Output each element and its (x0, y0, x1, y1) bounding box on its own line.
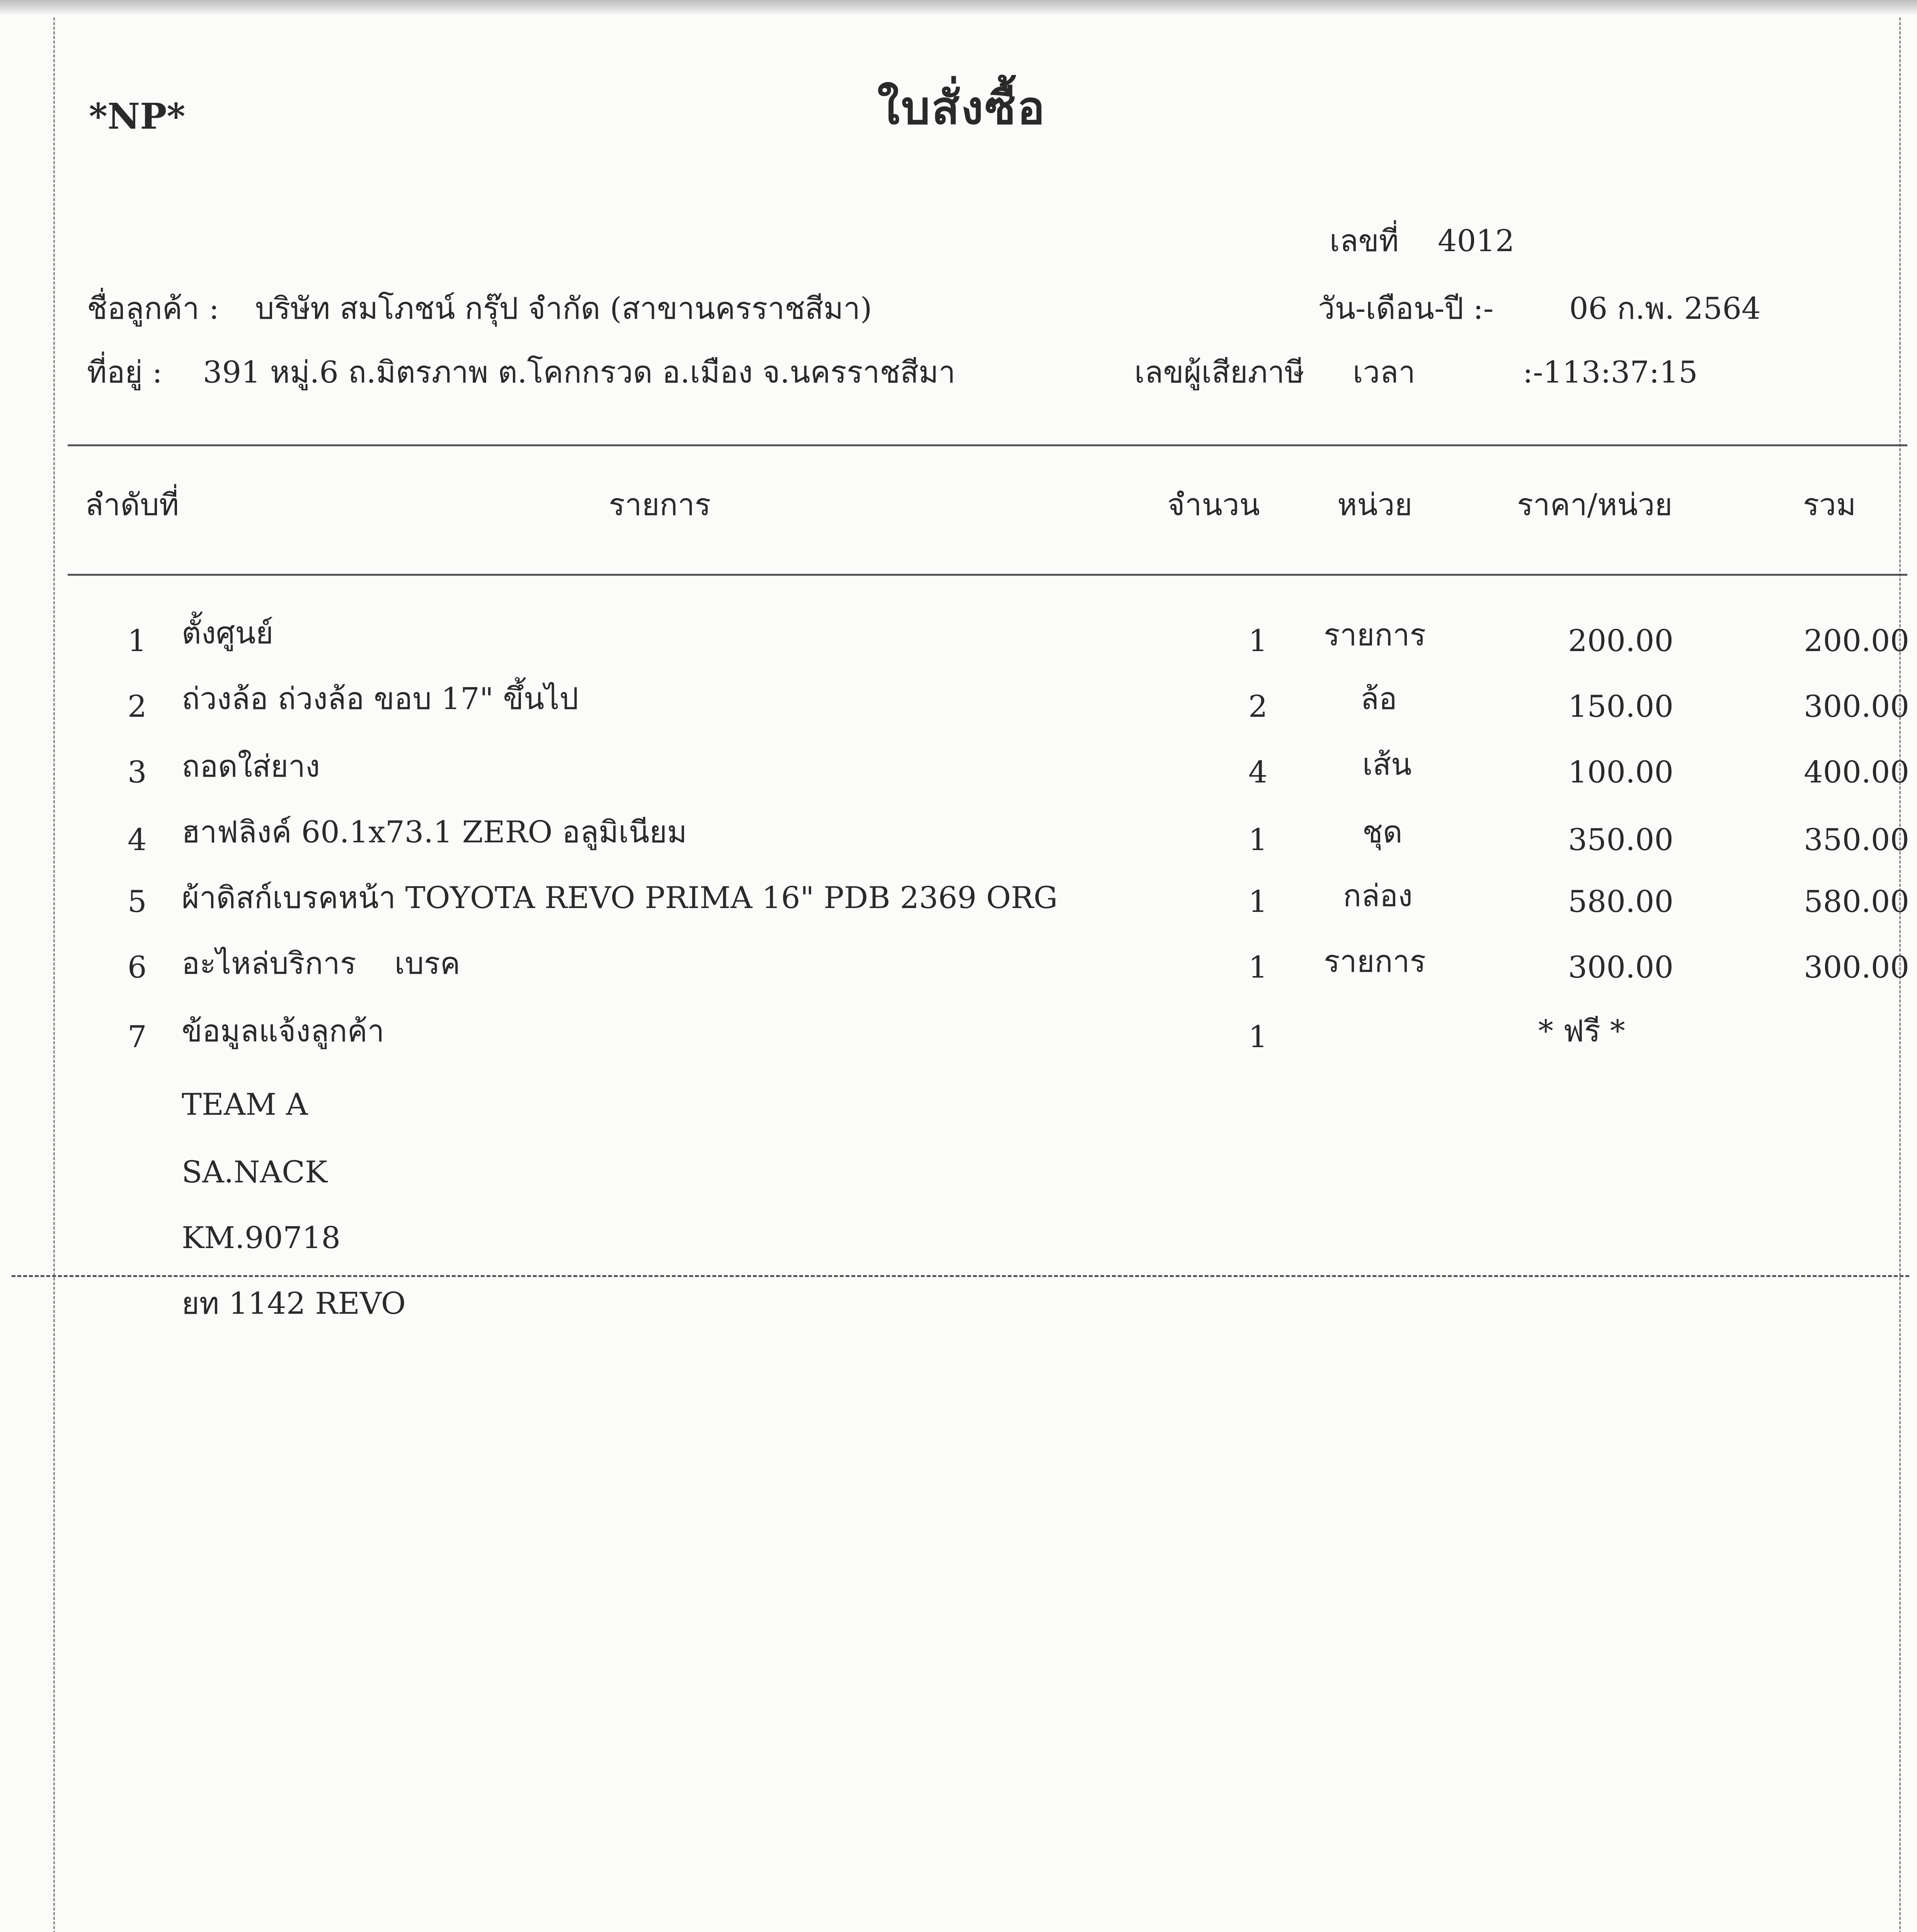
taxid-label: เลขผู้เสียภาษี (1134, 355, 1305, 390)
row-4-no: 4 (128, 823, 147, 857)
customer-label: ชื่อลูกค้า : (87, 291, 219, 326)
column-rule (68, 574, 1907, 576)
col-item: รายการ (609, 488, 711, 522)
header-rule (68, 444, 1907, 446)
row-7-qty: 1 (1248, 1020, 1268, 1054)
row-6-qty: 1 (1248, 950, 1268, 985)
row-4-price: 350.00 (1568, 823, 1674, 857)
row-3-total: 400.00 (1804, 755, 1909, 790)
row-3-price: 100.00 (1568, 755, 1674, 790)
row-2-price: 150.00 (1568, 689, 1674, 724)
row-5-unit: กล่อง (1343, 879, 1413, 913)
document-code: *NP* (89, 95, 186, 137)
row-6-unit: รายการ (1324, 944, 1426, 979)
scan-edge (0, 0, 1917, 14)
row-3-qty: 4 (1248, 755, 1268, 790)
row-3-no: 3 (128, 755, 147, 790)
row-4-total: 350.00 (1804, 823, 1909, 857)
document-date: 06 ก.พ. 2564 (1569, 291, 1761, 326)
row-2-qty: 2 (1248, 689, 1268, 724)
note-team: TEAM A (182, 1087, 308, 1122)
items-end-rule (12, 1275, 1909, 1277)
row-4-unit: ชุด (1362, 815, 1403, 850)
col-no: ลำดับที่ (85, 488, 179, 522)
row-2-unit: ล้อ (1360, 682, 1397, 716)
row-1-price: 200.00 (1568, 624, 1674, 658)
row-6-total: 300.00 (1804, 950, 1909, 985)
row-6-item: อะไหล่บริการ เบรค (182, 946, 460, 981)
col-total: รวม (1803, 488, 1856, 522)
row-5-total: 580.00 (1804, 884, 1909, 919)
row-1-qty: 1 (1248, 624, 1268, 658)
row-2-item: ถ่วงล้อ ถ่วงล้อ ขอบ 17" ขึ้นไป (182, 682, 579, 716)
note-sa: SA.NACK (182, 1155, 328, 1190)
customer-address: 391 หมู่.6 ถ.มิตรภาพ ต.โคกกรวด อ.เมือง จ.นครราชสีมา (203, 355, 956, 390)
number-label: เลขที่ (1330, 224, 1399, 259)
row-3-item: ถอดใส่ยาง (182, 749, 320, 784)
row-5-item: ผ้าดิสก์เบรคหน้า TOYOTA REVO PRIMA 16" PDB 2369 ORG (182, 881, 1058, 915)
document-time: :-113:37:15 (1523, 355, 1698, 390)
document-number: 4012 (1438, 224, 1515, 259)
row-1-unit: รายการ (1324, 618, 1426, 653)
row-3-unit: เส้น (1362, 747, 1412, 782)
row-5-no: 5 (128, 884, 147, 919)
address-label: ที่อยู่ : (87, 355, 163, 390)
row-7-item: ข้อมูลแจ้งลูกค้า (182, 1014, 385, 1049)
date-label: วัน-เดือน-ปี :- (1318, 291, 1494, 326)
row-2-total: 300.00 (1804, 689, 1909, 724)
row-7-no: 7 (128, 1020, 147, 1054)
col-qty: จำนวน (1167, 488, 1260, 522)
row-4-qty: 1 (1248, 823, 1268, 857)
col-unit: หน่วย (1337, 488, 1413, 522)
row-2-no: 2 (128, 689, 147, 724)
col-price: ราคา/หน่วย (1517, 488, 1673, 522)
row-6-price: 300.00 (1568, 950, 1674, 985)
document-title: ใบสั่งซื้อ (877, 81, 1047, 134)
row-5-qty: 1 (1248, 884, 1268, 919)
note-km: KM.90718 (182, 1221, 341, 1255)
row-1-total: 200.00 (1804, 624, 1909, 658)
row-1-no: 1 (128, 624, 147, 658)
vehicle-plate: ยท 1142 REVO (182, 1286, 406, 1321)
row-5-price: 580.00 (1568, 884, 1674, 919)
customer-name: บริษัท สมโภชน์ กรุ๊ป จำกัด (สาขานครราชสีมา) (255, 291, 872, 326)
row-7-price: * ฟรี * (1538, 1014, 1625, 1049)
row-4-item: ฮาฟลิงค์ 60.1x73.1 ZERO อลูมิเนียม (182, 815, 687, 850)
time-label: เวลา (1353, 355, 1416, 390)
row-1-item: ตั้งศูนย์ (182, 616, 274, 651)
row-6-no: 6 (128, 950, 147, 985)
